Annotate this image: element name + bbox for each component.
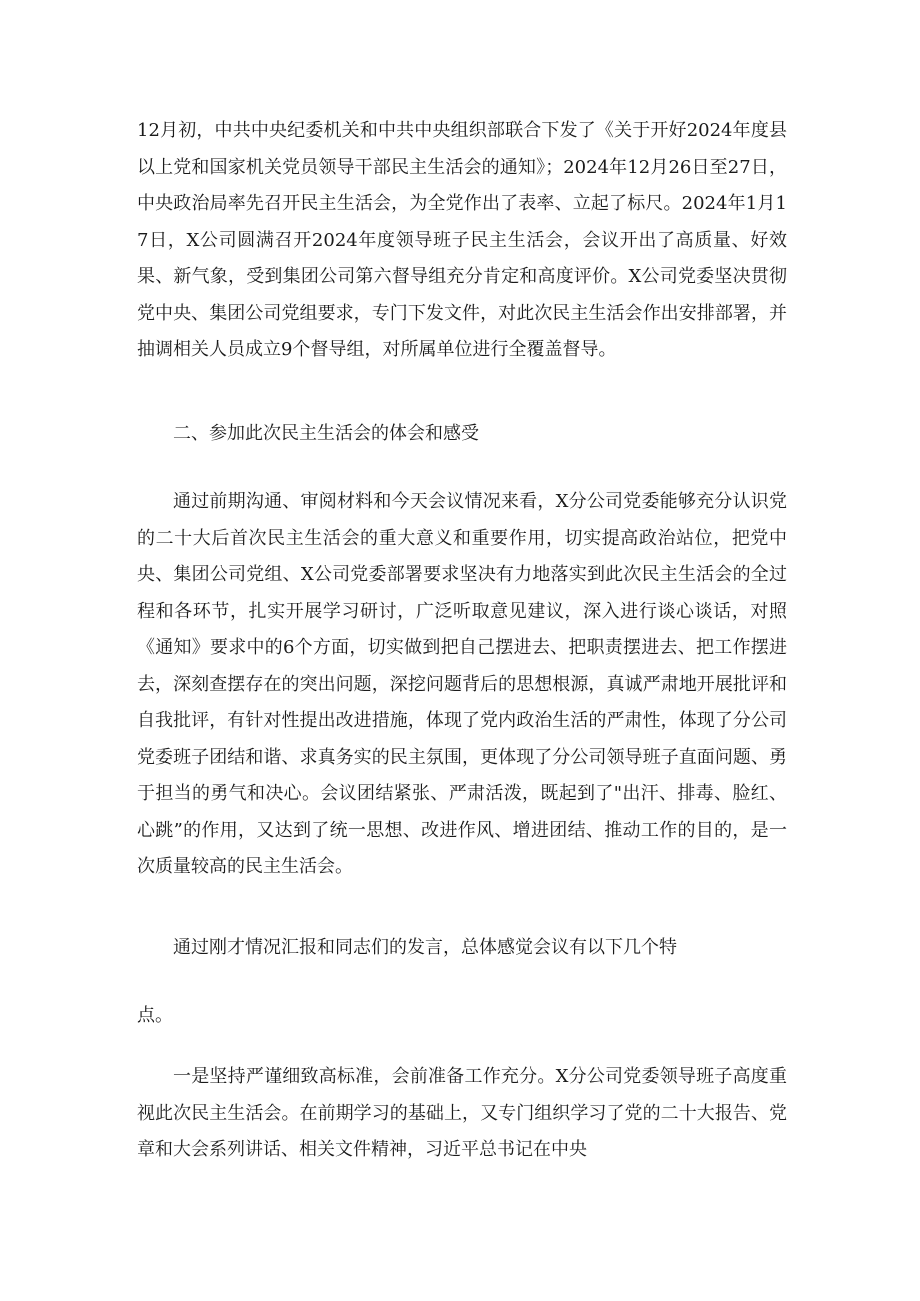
paragraph-overall-feeling-continued: 点。 <box>137 1005 173 1026</box>
paragraph-experience: 通过前期沟通、审阅材料和今天会议情况来看，X分公司党委能够充分认识党的二十大后首次民主生活会的重大意义和重要作用，切实提高政治站位，把党中央、集团公司党组、X公司党委部署要求坚决有力地落实到此次民主生活会的全过程和各环节，扎实开展学习研讨，广泛听取意见建议，深入进行谈心谈话，对照《通知》要求中的6个方面，切实做到把自己摆进去、把职责摆进去、把工作摆进去，深刻查摆存在的突出问题，深挖问题背后的思想根源，真诚严肃地开展批评和自我批评，有针对性提出改进措施，体现了党内政治生活的严肃性，体现了分公司党委班子团结和谐、求真务实的民主氛围，更体现了分公司领导班子直面问题、勇于担当的勇气和决心。会议团结紧张、严肃活泼，既起到了"出汗、排毒、脸红、心跳”的作用，又达到了统一思想、改进作风、增进团结、推动工作的目的，是一次质量较高的民主生活会。 <box>137 491 787 877</box>
paragraph-overall-feeling: 通过刚才情况汇报和同志们的发言，总体感觉会议有以下几个特 <box>173 937 677 958</box>
section-heading-2: 二、参加此次民主生活会的体会和感受 <box>173 423 479 444</box>
paragraph-background: 12月初，中共中央纪委机关和中共中央组织部联合下发了《关于开好2024年度县以上党和国家机关党员领导干部民主生活会的通知》；2024年12月26日至27日，中央政治局率先召开民主生活会，为全党作出了表率、立起了标尺。2024年1月17日，X公司圆满召开2024年度领导班子民主生活会，会议开出了高质量、好效果、新气象，受到集团公司第六督导组充分肯定和高度评价。X公司党委坚决贯彻党中央、集团公司党组要求，专门下发文件，对此次民主生活会作出安排部署，并抽调相关人员成立9个督导组，对所属单位进行全覆盖督导。 <box>137 120 787 360</box>
paragraph-point-one: 一是坚持严谨细致高标准，会前准备工作充分。X分公司党委领导班子高度重视此次民主生活会。在前期学习的基础上，又专门组织学习了党的二十大报告、党章和大会系列讲话、相关文件精神，习近平总书记在中央 <box>137 1066 787 1160</box>
